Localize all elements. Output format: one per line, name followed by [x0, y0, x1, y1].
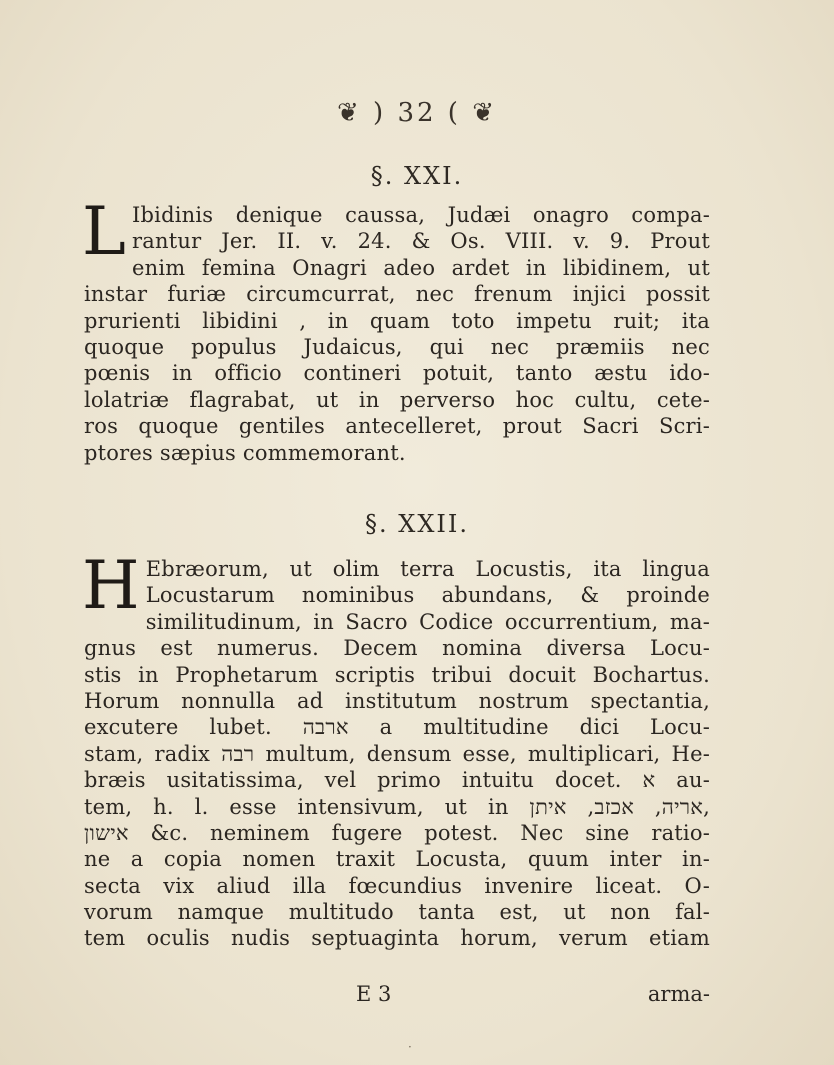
drop-cap: H	[82, 547, 140, 624]
text-line: rantur Jer. II. v. 24. & Os. VIII. v. 9. Prout	[132, 229, 710, 254]
text-line: Ibidinis denique caussa, Judæi onagro compa-	[132, 203, 710, 227]
text-line: Locustarum nominibus abundans, & proinde	[145, 583, 710, 608]
drop-cap: L	[82, 193, 127, 270]
page-footer	[84, 982, 710, 1012]
text-line: tem oculis nudis septuaginta horum, verum etiam	[84, 926, 710, 951]
text-line: ros quoque gentiles antecelleret, prout Sacri Scri-	[84, 414, 710, 439]
text-line: bræis usitatissima, vel primo intuitu docet. א au-	[84, 768, 710, 793]
text-line: gnus est numerus. Decem nomina diversa Locu-	[84, 636, 710, 661]
text-line: instar furiæ circumcurrat, nec frenum injici possit	[84, 282, 710, 307]
text-line: lolatriæ flagrabat, ut in perverso hoc cultu, cete-	[84, 387, 710, 412]
text-line: quoque populus Judaicus, qui nec præmiis nec	[84, 334, 710, 359]
text-line: Horum nonnulla ad institutum nostrum spectantia,	[84, 688, 710, 713]
page-header: ❦ ) 32 ( ❦	[337, 98, 497, 128]
text-line: prurienti libidini , in quam toto impetu ruit; ita	[84, 308, 710, 333]
text-line: similitudinum, in Sacro Codice occurrentium, ma-	[145, 609, 710, 634]
text-line: ne a copia nomen traxit Locusta, quum inter in-	[84, 847, 710, 872]
text-line: ptores sæpius commemorant.	[84, 440, 406, 465]
signature-mark: E 3	[356, 982, 392, 1006]
catchword: arma-	[647, 982, 710, 1006]
text-line: vorum namque multitudo tanta est, ut non fal-	[84, 900, 710, 925]
text-line: אישון &c. neminem fugere potest. Nec sine ratio-	[84, 820, 710, 845]
text-line: Ebræorum, ut olim terra Locustis, ita lingua	[145, 557, 710, 581]
text-line: tem, h. l. esse intensivum, ut in אריה, אכזב, איתן,	[84, 794, 711, 819]
paper-speck: ·	[408, 1040, 412, 1054]
paragraph-21	[82, 193, 710, 466]
section-number-22: §. XXII.	[364, 510, 470, 538]
text-line: pœnis in officio contineri potuit, tanto æstu ido-	[84, 361, 710, 386]
paragraph-22	[82, 547, 711, 952]
text-line: stam, radix רבה multum, densum esse, multiplicari, He-	[84, 741, 710, 766]
text-line: excutere lubet. ארבה a multitudine dici Locu-	[84, 715, 710, 740]
section-number-21: §. XXI.	[370, 162, 464, 190]
text-line: secta vix aliud illa fœcundius invenire liceat. O-	[84, 873, 710, 898]
text-line: stis in Prophetarum scriptis tribui docuit Bochartus.	[84, 662, 710, 687]
text-line: enim femina Onagri adeo ardet in libidinem, ut	[132, 255, 710, 280]
